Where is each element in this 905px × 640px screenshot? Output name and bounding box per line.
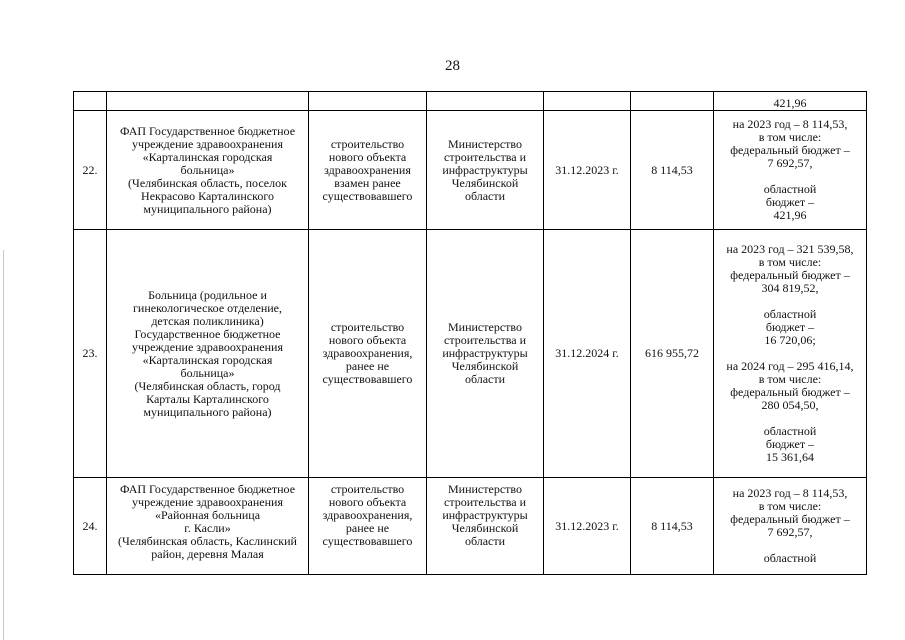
responsible-line: области: [464, 188, 506, 203]
cell-object: [107, 230, 309, 478]
type-line: существовавшего: [322, 372, 413, 386]
type-line: строительство: [330, 482, 405, 496]
object-line: Государственное бюджетное: [134, 326, 281, 341]
object-line: муниципального района): [143, 201, 272, 216]
financing-line: бюджет –: [765, 437, 815, 451]
type-line: здравоохранения: [324, 162, 411, 177]
cell-financing: [714, 230, 867, 478]
type-line: взамен ранее: [334, 175, 401, 190]
type-line: ранее не: [345, 359, 390, 373]
object-line: учреждение здравоохранения: [132, 339, 283, 354]
cell-amount: 8 114,53: [631, 111, 714, 230]
cell-responsible: [427, 111, 544, 230]
page-edge-line: [3, 250, 4, 640]
financing-line: федеральный бюджет –: [730, 143, 850, 157]
responsible-line: Челябинской: [451, 359, 519, 373]
cell-object: [107, 111, 309, 230]
object-line: «Карталинская городская: [142, 352, 273, 367]
financing-line: в том числе:: [758, 255, 822, 269]
financing-line: областной: [763, 307, 817, 321]
cell-num: 23.: [74, 230, 107, 478]
cell-date: 31.12.2023 г.: [544, 478, 631, 575]
financing-line: бюджет –: [765, 195, 815, 209]
financing-line: на 2023 год – 8 114,53,: [732, 486, 848, 500]
cell-type: [309, 111, 427, 230]
type-line: здравоохранения,: [322, 346, 413, 360]
cell-type: [309, 478, 427, 575]
object-line: больница»: [180, 162, 235, 177]
financing-line: 421,96: [773, 96, 807, 110]
financing-line: в том числе:: [758, 372, 822, 386]
financing-line: 7 692,57,: [767, 525, 813, 539]
type-line: здравоохранения,: [322, 508, 413, 522]
responsible-line: Челябинской: [451, 521, 519, 535]
object-line: «Карталинская городская: [142, 149, 273, 164]
continuation-row: [74, 92, 867, 111]
cell-date: 31.12.2024 г.: [544, 230, 631, 478]
responsible-line: Челябинской: [451, 175, 519, 190]
cell-type: [309, 92, 427, 111]
responsible-line: строительства и: [444, 149, 526, 164]
cell-financing: [714, 111, 867, 230]
responsible-line: Министерство: [448, 136, 522, 151]
financing-line: федеральный бюджет –: [730, 385, 850, 399]
object-line: больница»: [180, 365, 235, 380]
financing-line: федеральный бюджет –: [730, 512, 850, 526]
object-line: учреждение здравоохранения: [132, 495, 283, 509]
financing-line: 280 054,50,: [761, 398, 819, 412]
type-line: строительство: [330, 136, 405, 151]
construction-objects-table: [73, 91, 867, 575]
responsible-line: Министерство: [448, 482, 522, 496]
cell-responsible: [427, 92, 544, 111]
responsible-line: области: [464, 372, 506, 386]
responsible-line: области: [464, 534, 506, 548]
cell-responsible: [427, 230, 544, 478]
object-line: Карталы Карталинского: [146, 391, 269, 406]
cell-financing: [714, 478, 867, 575]
type-line: ранее не: [345, 521, 390, 535]
object-line: г. Касли»: [184, 521, 231, 535]
type-line: нового объекта: [328, 149, 407, 164]
responsible-line: инфраструктуры: [442, 162, 528, 177]
cell-num: 24.: [74, 478, 107, 575]
type-line: строительство: [330, 320, 405, 334]
financing-line: федеральный бюджет –: [730, 268, 850, 282]
financing-line: 16 720,06;: [764, 333, 816, 347]
table-row: [74, 478, 867, 575]
financing-line: на 2024 год – 295 416,14,: [726, 359, 854, 373]
object-line: муниципального района): [143, 404, 272, 419]
financing-line: на 2023 год – 321 539,58,: [726, 242, 854, 256]
object-line: ФАП Государственное бюджетное: [119, 123, 296, 138]
financing-line: 421,96: [773, 208, 807, 222]
object-line: (Челябинская область, город: [134, 378, 281, 393]
cell-date: [544, 92, 631, 111]
responsible-line: Министерство: [448, 320, 522, 334]
responsible-line: инфраструктуры: [442, 346, 528, 360]
financing-line: областной: [763, 182, 817, 196]
object-line: Некрасово Карталинского: [141, 188, 274, 203]
object-line: район, деревня Малая: [151, 547, 264, 561]
financing-line: 15 361,64: [766, 450, 814, 464]
responsible-line: строительства и: [444, 495, 526, 509]
cell-num: 22.: [74, 111, 107, 230]
object-line: «Районная больница: [154, 508, 261, 522]
cell-amount: 616 955,72: [631, 230, 714, 478]
cell-object: [107, 92, 309, 111]
financing-line: в том числе:: [758, 499, 822, 513]
object-line: (Челябинская область, Каслинский: [118, 534, 297, 548]
type-line: существовавшего: [322, 534, 413, 548]
financing-line: в том числе:: [758, 130, 822, 144]
type-line: нового объекта: [328, 495, 407, 509]
page-number: 28: [445, 58, 460, 74]
responsible-line: инфраструктуры: [442, 508, 528, 522]
financing-line: областной: [763, 551, 817, 565]
cell-object: [107, 478, 309, 575]
financing-line: 7 692,57,: [767, 156, 813, 170]
object-line: Больница (родильное и: [148, 287, 267, 302]
responsible-line: строительства и: [444, 333, 526, 347]
cell-amount: [631, 92, 714, 111]
cell-num: [74, 92, 107, 111]
type-line: нового объекта: [328, 333, 407, 347]
table-row: [74, 230, 867, 478]
table-row: [74, 111, 867, 230]
cell-financing: [714, 92, 867, 111]
cell-responsible: [427, 478, 544, 575]
object-line: гинекологическое отделение,: [132, 300, 282, 315]
financing-line: бюджет –: [765, 320, 815, 334]
type-line: существовавшего: [322, 188, 413, 203]
object-line: ФАП Государственное бюджетное: [119, 482, 296, 496]
object-line: (Челябинская область, поселок: [128, 175, 287, 190]
cell-date: 31.12.2023 г.: [544, 111, 631, 230]
financing-line: 304 819,52,: [761, 281, 819, 295]
cell-type: [309, 230, 427, 478]
financing-line: на 2023 год – 8 114,53,: [732, 117, 848, 131]
financing-line: областной: [763, 424, 817, 438]
cell-amount: 8 114,53: [631, 478, 714, 575]
object-line: детская поликлиника): [151, 313, 264, 328]
object-line: учреждение здравоохранения: [132, 136, 283, 151]
